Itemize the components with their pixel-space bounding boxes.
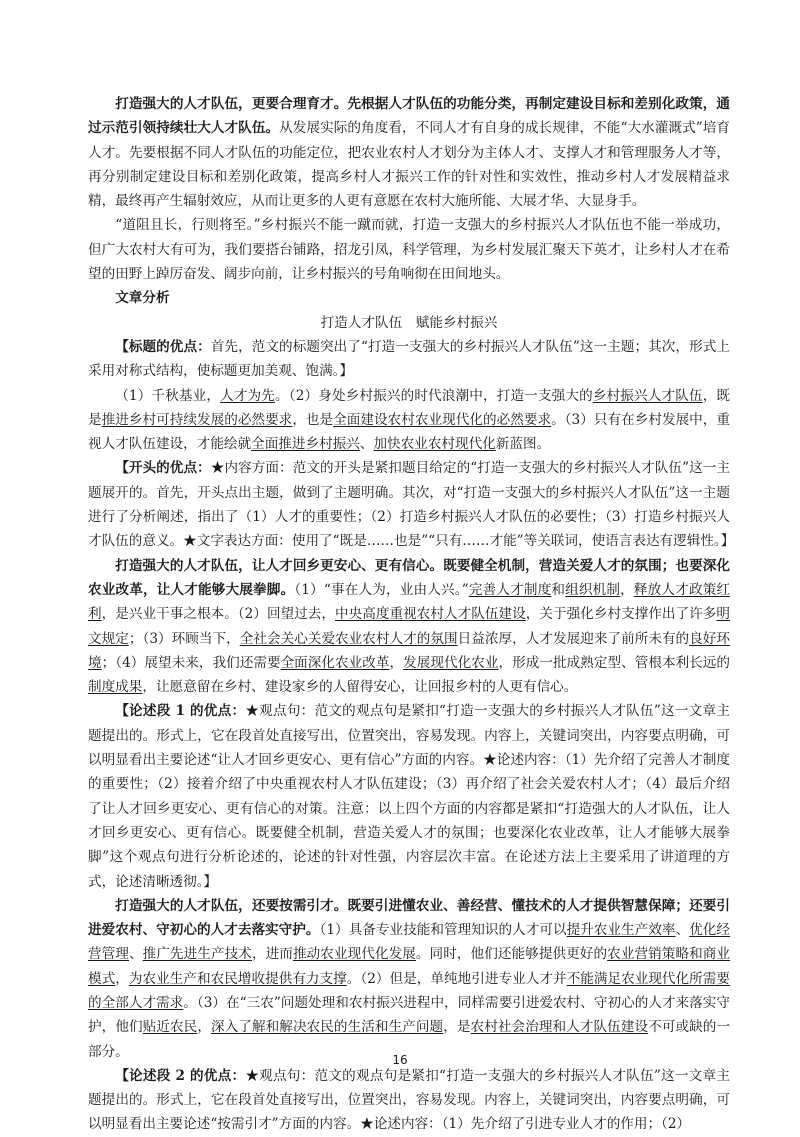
underlined-phrase: 为农业生产和农民增收提供有力支撑 [128,970,347,987]
underlined-phrase: 加快农业农村现代化 [373,436,496,453]
text-run: （1）具备专业技能和管理知识的人才可以 [319,922,567,939]
note-text: 首先，范文的标题突出了“打造一支强大的乡村振兴人才队伍”这一主题；其次，形式上采用对称式结构，使标题更加美观、饱满。】 [88,338,730,380]
document-body [88,92,735,1137]
text-run: 、 [128,946,143,963]
underlined-phrase: 全社会关心关爱农业农村人才的氛围 [239,630,458,647]
note-label: 【论述段 1 的优点： [115,703,246,720]
text-run: ，是兴业干事之根本。（2）回望过去， [101,606,336,623]
note-label: 【开头的优点： [115,460,211,477]
section-label-text: 文章分析 [115,290,170,307]
paragraph-argument-2 [88,894,730,1064]
text-run: 、 [359,436,374,453]
text-run: ， [197,1019,211,1036]
underlined-phrase: 完善人才制度 [468,581,552,598]
underlined-phrase: 优化经营管理 [88,922,731,963]
underlined-phrase: 农业营销策略和商业模式 [88,946,731,987]
paragraph-thesis: 打造强大的人才队伍，还要按需引才。既要引进懂农业、善经营、懂技术的人才提供智慧保障；还要引进爱农村、守初心的人才去落实守护。 [88,897,730,939]
underlined-phrase: 人才为先 [220,387,276,404]
text-run: 。（3）只有在乡村发展中，重视人才队伍建设，才能绘就 [88,411,731,453]
section-label [88,286,730,310]
paragraph-body: 从发展实际的角度看，不同人才有自身的成长规律，不能“大水灌溉式”培育人才。先要根据不同人才队伍的功能定位，把农业农村人才划分为主体人才、支撑人才和管理服务人才等，再分别制定建设目标和差别化政策，提高乡村人才振兴工作的针对性和实效性，推动乡村人才发展精益求精，最终再产生辐射效应，从而让更多的人更有意愿在农村大施所能、大展才华、大显身手。 [88,120,730,210]
underlined-phrase: 明文规定 [88,606,731,647]
note-label: 【标题的优点： [115,338,211,355]
underlined-phrase: 良好环境 [88,630,731,671]
underlined-phrase: 制度成果 [88,679,143,696]
text-run: ，进而 [251,946,293,963]
text-run: 。（2）身处乡村振兴的时代浪潮中，打造一支强大的 [275,387,593,404]
text-run: ；（4）展望未来，我们还需要 [101,654,281,671]
paragraph-opening [88,384,730,457]
text-run: ，让愿意留在乡村、建设家乡的人留得安心，让回报乡村的人更有信心。 [142,679,578,696]
text-run: ，是 [443,1019,471,1036]
text-run: ，也是 [292,411,334,428]
underlined-phrase: 释放人才政策红利 [88,581,731,623]
text-run: ，既是 [88,387,731,428]
page-number: 16 [392,1053,408,1067]
underlined-phrase: 贴近农民 [142,1019,198,1036]
paragraph-argument-1 [88,554,730,700]
note-label: 【论述段 2 的优点： [115,1067,246,1084]
text-run: 和 [551,581,566,598]
text-run: 。同时，他们还能够提供更好的 [415,946,608,963]
text-run: 不可或缺的一部分。 [88,1019,731,1060]
argument-1-merit-note [88,699,730,893]
text-run: （1）“事在人为，业由人兴。” [294,581,469,598]
paragraph-cultivate-talent [88,92,730,213]
text-run: 。（3）在“三农”问题处理和农村振兴进程中，同样需要引进爱农村、守初心的人才来落实守护，他们 [88,994,730,1036]
underlined-phrase: 组织机制 [565,581,621,598]
underlined-phrase: 中央高度重视农村人才队伍建设 [335,606,526,623]
text-run: ；（3）环顾当下， [128,630,240,647]
text-run: ， [620,581,634,598]
text-run: ，形成一批成熟定型、管根本利长远的 [498,654,731,671]
underlined-phrase: 提升农业生产效率 [566,922,676,939]
text-run: ， [389,654,404,671]
underlined-phrase: 农村社会治理和人才队伍建设 [470,1019,649,1036]
underlined-phrase: 全面建设农村农业现代化的必然要求 [333,411,552,428]
text-run: （1）千秋基业， [115,387,221,404]
underlined-phrase: 推进乡村可持续发展的必然要求 [101,411,293,428]
argument-2-merit-note [88,1064,730,1137]
text-run: 日益浓厚，人才发展迎来了前所未有的 [457,630,690,647]
note-text: ★内容方面：范文的开头是紧扣题目给定的“打造一支强大的乡村振兴人才队伍”这一主题展开的。首先，开头点出主题，做到了主题明确。其次，对“打造一支强大的乡村振兴人才队伍”这一主题进行了分析阐述，指出了（1）人才的重要性；（2）打造乡村振兴人才队伍的必要性；（3）打造乡村振兴人才队伍的意义。★文字表达方面：使用了“既是……也是”“只有……才能”等关联词，使语言表达有逻辑性。】 [88,460,735,550]
paragraph-thesis: 打造强大的人才队伍，让人才回乡更安心、更有信心。既要健全机制，营造关爱人才的氛围；也要深化农业改革，让人才能够大展拳脚。 [88,557,730,598]
paragraph-thesis: 打造强大的人才队伍，更要合理育才。先根据人才队伍的功能分类，再制定建设目标和差别化政策，通过示范引领持续壮大人才队伍。 [88,96,730,137]
text-run: ， [115,970,129,987]
underlined-phrase: 发展现代化农业 [403,654,499,671]
underlined-phrase: 推动农业现代化发展 [292,946,416,963]
underlined-phrase: 不能满足农业现代化所需要的全部人才需求 [88,970,731,1011]
opening-merit-note [88,456,735,553]
underlined-phrase: 深入了解和解决农民的生活和生产问题 [210,1019,444,1036]
text-run: 新蓝图。 [495,436,551,453]
text-run: ，关于强化乡村支撑作出了许多 [525,606,717,623]
text-run: 、 [675,922,690,939]
note-text: ★观点句：范文的观点句是紧扣“打造一支强大的乡村振兴人才队伍”这一文章主题提出的。形式上，它在段首处直接写出，位置突出，容易发现。内容上，关键词突出，内容要点明确，可以明显看出主要论述“按需引才”方面的内容。★论述内容：（1）先介绍了引进专业人才的作用；（2） [88,1067,730,1133]
underlined-phrase: 全面推进乡村振兴 [251,436,360,453]
article-title: 打造人才队伍 赋能乡村振兴 [320,314,498,331]
paragraph-conclusion: “道阻且长，行则将至。”乡村振兴不能一蹴而就，打造一支强大的乡村振兴人才队伍也不能一举成功，但广大农村大有可为，我们要搭台铺路，招龙引凤，科学管理，为乡村发展汇聚天下英才，让乡村人才在希望的田野上踔厉奋发、阔步向前，让乡村振兴的号角响彻在田间地头。 [88,217,730,283]
text-run: 。（2）但是，单纯地引进专业人才并 [346,970,567,987]
title-merit-note [88,335,730,384]
note-text: ★观点句：范文的观点句是紧扣“打造一支强大的乡村振兴人才队伍”这一文章主题提出的。形式上，它在段首处直接写出，位置突出，容易发现。内容上，关键词突出，内容要点明确，可以明显看出主要论述“让人才回乡更安心、更有信心”方面的内容。★论述内容：（1）先介绍了完善人才制度的重要性；（2）接着介绍了中央重视农村人才队伍建设；（3）再介绍了社会关爱农村人才；（4）最后介绍了让人才回乡更安心、更有信心的对策。注意：以上四个方面的内容都是紧扣“打造强大的人才队伍，让人才回乡更安心、更有信心。既要健全机制，营造关爱人才的氛围；也要深化农业改革，让人才能够大展拳脚”这个观点句进行分析论述的，论述的针对性强，内容层次丰富。在论述方法上主要采用了讲道理的方式，论述清晰透彻。】 [88,703,730,890]
underlined-phrase: 全面深化农业改革 [280,654,390,671]
underlined-phrase: 乡村振兴人才队伍 [592,387,703,404]
underlined-phrase: 推广先进生产技术 [142,946,252,963]
